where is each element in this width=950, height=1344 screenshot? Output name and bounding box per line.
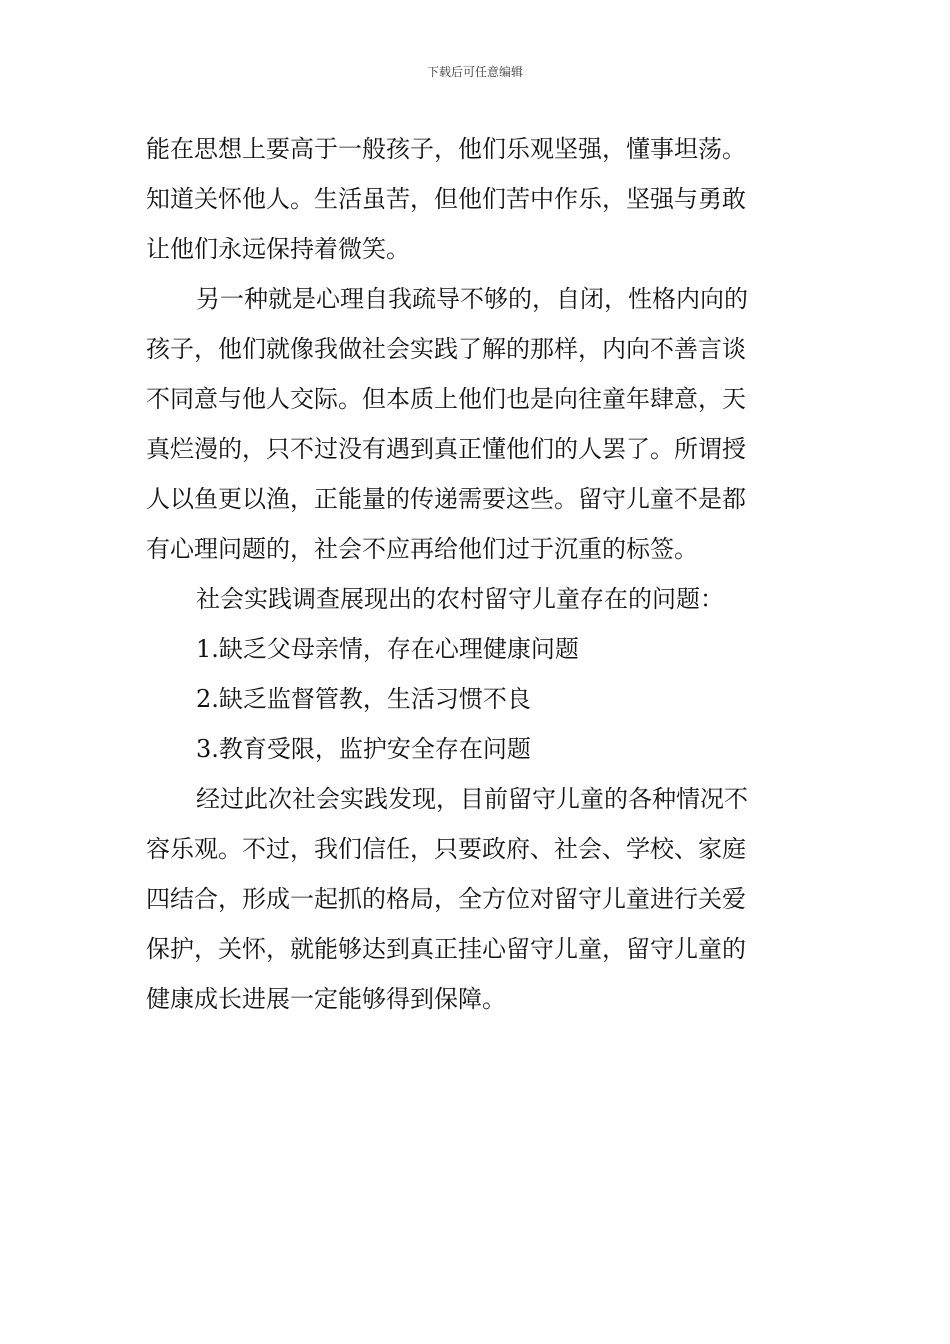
document-body bbox=[146, 124, 810, 1024]
text-line: 四结合，形成一起抓的格局，全方位对留守儿童进行关爱 bbox=[146, 885, 746, 913]
list-item: 1.缺乏父母亲情，存在心理健康问题 bbox=[196, 635, 579, 663]
text-line: 孩子，他们就像我做社会实践了解的那样，内向不善言谈 bbox=[146, 335, 746, 363]
text-line: 能在思想上要高于一般孩子，他们乐观坚强，懂事坦荡。 bbox=[146, 135, 746, 163]
page-header: 下载后可任意编辑 bbox=[426, 65, 523, 79]
text-line: 真烂漫的，只不过没有遇到真正懂他们的人罢了。所谓授 bbox=[146, 435, 746, 463]
list-item: 3.教育受限，监护安全存在问题 bbox=[196, 735, 531, 763]
text-line: 知道关怀他人。生活虽苦，但他们苦中作乐，坚强与勇敢 bbox=[146, 185, 746, 213]
text-line: 人以鱼更以渔，正能量的传递需要这些。留守儿童不是都 bbox=[146, 485, 746, 513]
text-line: 经过此次社会实践发现，目前留守儿童的各种情况不 bbox=[196, 785, 748, 813]
text-line: 保护，关怀，就能够达到真正挂心留守儿童，留守儿童的 bbox=[146, 935, 746, 963]
text-line: 容乐观。不过，我们信任，只要政府、社会、学校、家庭 bbox=[146, 835, 746, 863]
text-line: 健康成长进展一定能够得到保障。 bbox=[146, 985, 506, 1013]
text-line: 另一种就是心理自我疏导不够的，自闭，性格内向的 bbox=[196, 285, 748, 313]
text-line: 不同意与他人交际。但本质上他们也是向往童年肆意，天 bbox=[146, 385, 746, 413]
list-item: 2.缺乏监督管教，生活习惯不良 bbox=[196, 685, 531, 713]
text-line: 社会实践调查展现出的农村留守儿童存在的问题： bbox=[196, 585, 724, 613]
text-line: 有心理问题的，社会不应再给他们过于沉重的标签。 bbox=[146, 535, 698, 563]
text-line: 让他们永远保持着微笑。 bbox=[146, 235, 410, 263]
